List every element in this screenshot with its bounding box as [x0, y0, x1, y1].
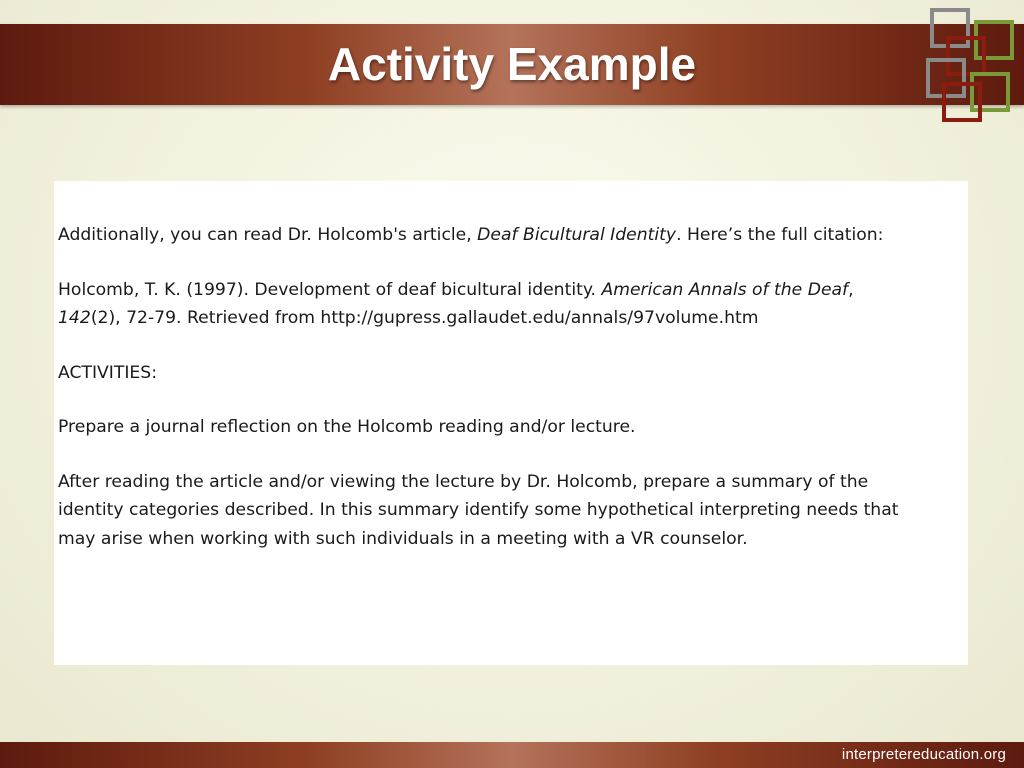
intro-text: Additionally, you can read Dr. Holcomb's article, [58, 225, 478, 245]
citation-separator: , [848, 279, 854, 300]
activity-2: After reading the article and/or viewing the lecture by Dr. Holcomb, prepare a summary of the identity categories described. In this summary identify some hypothetical interpreting needs that may arise when working with such individuals in a meeting with a VR counselor. [58, 471, 899, 549]
footer-site-text: interpretereducation.org [841, 746, 1006, 763]
activities-heading: ACTIVITIES: [58, 362, 157, 383]
citation-paragraph [58, 276, 908, 333]
content-text [58, 221, 908, 579]
journal-title: American Annals of the Deaf [601, 279, 849, 300]
slide-title: Activity Example [327, 38, 697, 90]
article-title: Deaf Bicultural Identity [477, 225, 677, 245]
citation-text: Holcomb, T. K. (1997). Development of deaf bicultural identity. [58, 279, 602, 300]
activity-1: Prepare a journal reflection on the Holcomb reading and/or lecture. [58, 417, 636, 437]
intro-text-end: . Here’s the full citation: [676, 225, 884, 245]
content-image-panel [54, 181, 968, 665]
logo-squares-icon [924, 4, 1020, 124]
journal-volume: 142 [58, 308, 91, 328]
intro-paragraph [58, 221, 908, 250]
citation-text-end: (2), 72-79. Retrieved from http://gupress.gallaudet.edu/annals/97volume.htm [90, 308, 759, 328]
